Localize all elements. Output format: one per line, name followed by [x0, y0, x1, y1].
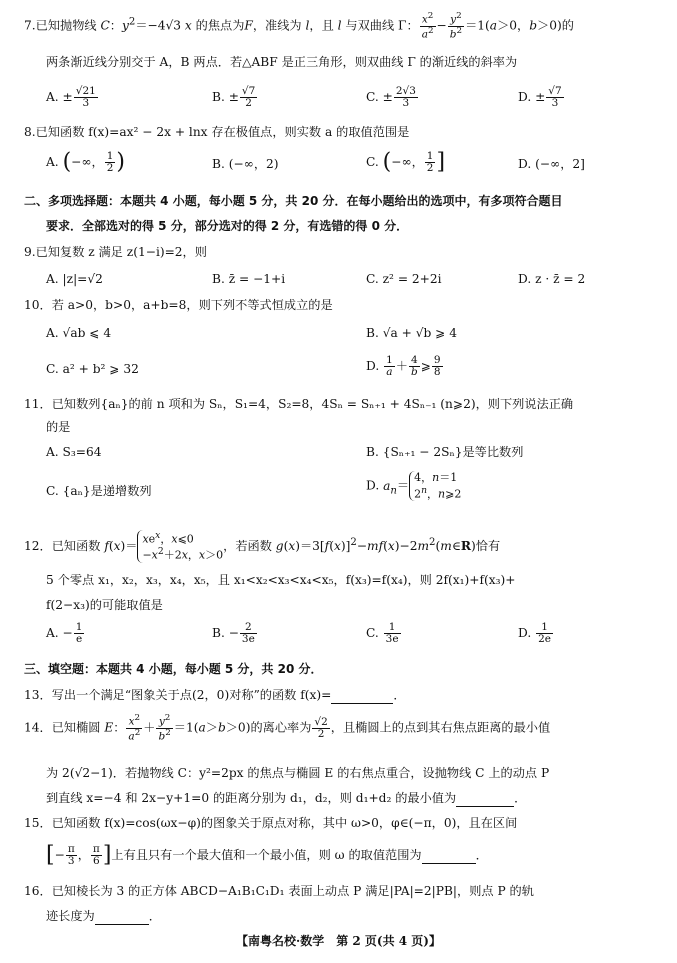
- q14-stem-line2: 为 2(√2−1)．若抛物线 C：y²=2px 的焦点与椭圆 E 的右焦点重合，设抛物线 C 上的动点 P: [46, 766, 550, 780]
- q16-text: 迹长度为: [46, 909, 95, 923]
- section2-heading-line2: 要求．全部选对的得 5 分，部分选对的得 2 分，有选错的得 0 分．: [46, 219, 409, 233]
- q12-stem-line2: 5 个零点 x₁，x₂，x₃，x₄，x₅，且 x₁<x₂<x₃<x₄<x₅，f(x₃)=f(x₄)，则 2f(x₁)+f(x₃)+: [46, 573, 516, 587]
- q12-option-b: B. − $\frac{2}{3e}$: [212, 621, 255, 646]
- q11-stem-line1: 11．已知数列{aₙ}的前 n 项和为 Sₙ，S₁=4，S₂=8，4Sₙ = Sₙ₊₁ + 4Sₙ₋₁ (n⩾2)，则下列说法正确: [24, 397, 574, 411]
- q13-text: 13．写出一个满足“图象关于点(2，0)对称”的函数 f(x)=: [24, 688, 332, 702]
- q10-option-b: B. √a + √b ⩾ 4: [366, 326, 457, 340]
- q8-option-c: C. (−∞， $\frac{1}{2}$ ]: [366, 149, 446, 175]
- q14-answer-blank[interactable]: [456, 791, 514, 807]
- q15-stem-line2: [− $\frac{\pi}{3}$ ， $\frac{\pi}{6}$ ]上有且只有一个最大值和一个最小值，则 ω 的取值范围为 ．: [46, 842, 488, 868]
- q8-option-b: B. (−∞，2): [212, 157, 279, 171]
- q8-stem: 8.已知函数 f(x)=ax² − 2x + lnx 存在极值点，则实数 a 的取值范围是: [24, 125, 410, 139]
- q7-stem-line1: 7.已知抛物线 C：$y^2=-4√3$ x 的焦点为F，准线为 l，且 l 与双曲线 Γ： $\frac{x^2}{a^2}$ − $\frac{y^2}{b^2}$ ＝1(a＞0，b＞0)的: [24, 11, 574, 41]
- q11-option-d: D. $a_n=4$，n＝1 2$^n$，n⩾2: [366, 471, 462, 501]
- q13-tail: ．: [393, 688, 406, 702]
- q10-option-c: C. a² + b² ⩾ 32: [46, 362, 139, 376]
- q8-option-d: D. (−∞，2]: [518, 157, 585, 171]
- q7-option-a: A. ± $\frac{√21}{3}$: [46, 85, 96, 110]
- q16-stem-line1: 16．已知棱长为 3 的正方体 ABCD−A₁B₁C₁D₁ 表面上动点 P 满足|PA|=2|PB|，则点 P 的轨: [24, 884, 534, 898]
- q12-option-a: A. − $\frac{1}{e}$: [46, 621, 83, 646]
- q16-answer-blank[interactable]: [95, 909, 149, 925]
- q11-option-c: C. {aₙ}是递增数列: [46, 484, 152, 498]
- q14-tail: ．: [514, 791, 527, 805]
- q14-text: 到直线 x=−4 和 2x−y+1=0 的距离分别为 d₁，d₂，则 d₁+d₂ 的最小值为: [46, 791, 457, 805]
- q12-option-d: D. $\frac{1}{2e}$: [518, 621, 551, 646]
- q14-stem-line1: 14．已知椭圆 E： $\frac{x^2}{a^2}$ ＋ $\frac{y^2}{b^2}$ ＝1(a＞b＞0)的离心率为 $\frac{√2}{2}$ ，且椭圆上的点到其右焦点距离的最小值: [24, 713, 551, 743]
- q14-stem-line3: [46, 791, 526, 807]
- q12-stem-line1: 12．已知函数 $f(x)= xe^x$，x⩽0 $-x^2+2x$，x＞0，若函数 $g(x)=3[f(x)]^2-mf(x)-2m^2(m\in R)$恰有: [24, 530, 501, 563]
- q13-stem: [24, 688, 406, 704]
- q9-stem: 9.已知复数 z 满足 z(1−i)=2，则: [24, 245, 207, 259]
- q16-tail: ．: [148, 909, 161, 923]
- q11-option-a: A. S₃=64: [46, 445, 102, 459]
- q7-option-c: C. ± $\frac{2√3}{3}$: [366, 85, 416, 110]
- q9-option-a: A. |z|=√2: [46, 272, 103, 286]
- q10-option-a: A. √ab ⩽ 4: [46, 326, 112, 340]
- q15-tail: ．: [475, 848, 488, 863]
- page-footer: 【南粤名校·数学 第 2 页(共 4 页)】: [236, 934, 441, 948]
- q9-option-d: D. z · z̄ = 2: [518, 272, 586, 286]
- section3-heading: 三、填空题：本题共 4 小题，每小题 5 分，共 20 分．: [24, 662, 323, 676]
- q15-answer-blank[interactable]: [422, 848, 476, 864]
- q10-stem: 10．若 a>0，b>0，a+b=8，则下列不等式恒成立的是: [24, 298, 333, 312]
- q7-option-d: D. ± $\frac{√7}{3}$: [518, 85, 562, 110]
- q7-stem-line2: 两条渐近线分别交于 A，B 两点．若△ABF 是正三角形，则双曲线 Γ 的渐近线的斜率为: [46, 55, 518, 69]
- q15-stem-line1: 15．已知函数 f(x)=cos(ωx−φ)的图象关于原点对称，其中 ω>0，φ∈(−π，0)，且在区间: [24, 816, 518, 830]
- section2-heading-line1: 二、多项选择题：本题共 4 小题，每小题 5 分，共 20 分．在每小题给出的选项中，有多项符合题目: [24, 194, 563, 208]
- q9-option-c: C. z² = 2+2i: [366, 272, 442, 286]
- q12-option-c: C. $\frac{1}{3e}$: [366, 621, 399, 646]
- q13-answer-blank[interactable]: [331, 688, 393, 704]
- q7-option-b: B. ± $\frac{√7}{2}$: [212, 85, 256, 110]
- q11-option-b: B. {Sₙ₊₁ − 2Sₙ}是等比数列: [366, 445, 524, 459]
- q10-option-d: D. $\frac{1}{a}$ ＋ $\frac{4}{b}$ ⩾ $\frac{9}{8}$: [366, 354, 441, 379]
- q9-option-b: B. z̄ = −1+i: [212, 272, 286, 286]
- q8-option-a: A. (−∞， $\frac{1}{2}$ ): [46, 149, 125, 175]
- q11-stem-line2: 的是: [46, 420, 71, 434]
- q16-stem-line2: [46, 909, 161, 925]
- q12-stem-line3: f(2−x₃)的可能取值是: [46, 598, 163, 612]
